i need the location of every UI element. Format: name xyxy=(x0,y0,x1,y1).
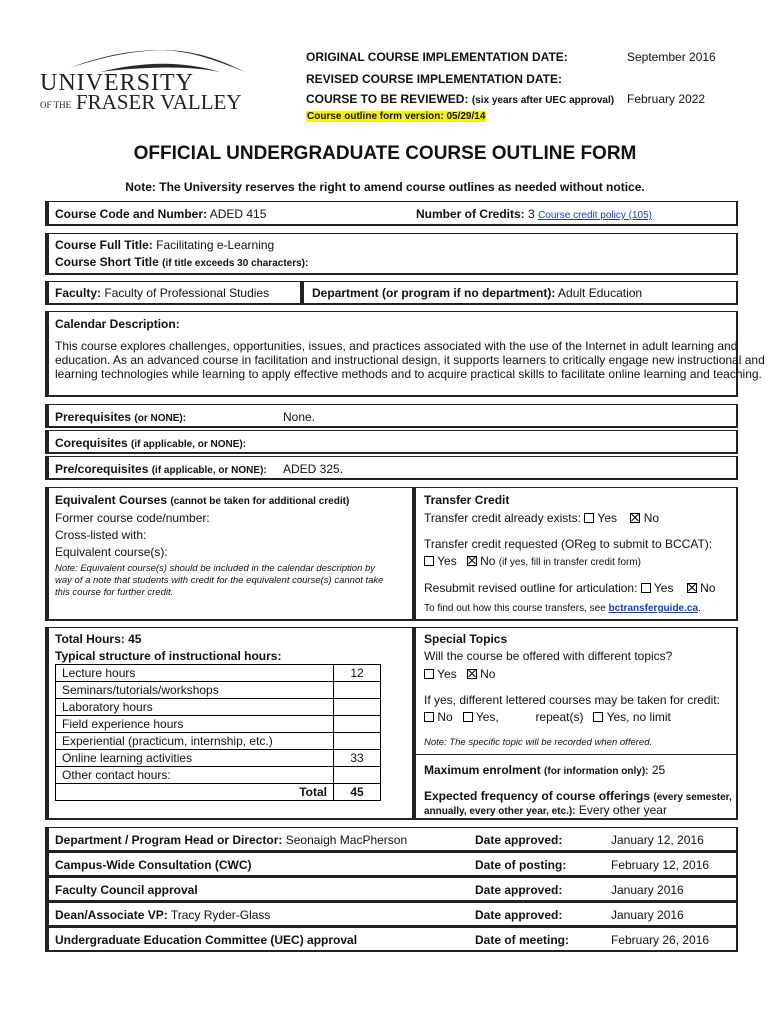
hours-row-label: Experiential (practicum, internship, etc.) xyxy=(56,733,334,750)
faculty-divider xyxy=(300,281,304,305)
precoreq-label: Pre/corequisites xyxy=(55,462,149,476)
bctransferguide-link[interactable]: bctransferguide.ca xyxy=(608,603,699,614)
approval-date: January 2016 xyxy=(611,883,684,897)
revised-date-label: REVISED COURSE IMPLEMENTATION DATE: xyxy=(306,72,563,86)
enrolment-sub: (for information only): xyxy=(544,766,649,777)
table-row xyxy=(56,665,381,682)
equivalent-courses-heading xyxy=(55,493,349,507)
equiv-sub: (cannot be taken for additional credit) xyxy=(170,496,350,507)
approval-label-text: Faculty Council approval xyxy=(55,883,198,897)
review-date-value: February 2022 xyxy=(627,92,706,106)
course-code-value: ADED 415 xyxy=(209,207,267,221)
hours-row-value[interactable] xyxy=(334,699,381,716)
special-topics-question: Will the course be offered with different topics? xyxy=(424,649,673,663)
resubmit-no-checkbox[interactable] xyxy=(687,583,697,593)
course-full-title xyxy=(55,238,274,252)
review-label-sub: (six years after UEC approval) xyxy=(471,95,615,106)
equivalent-note-1: Note: Equivalent course(s) should be included in the calendar description by xyxy=(55,563,376,574)
short-title-label: Course Short Title xyxy=(55,255,159,269)
hours-row-value[interactable] xyxy=(334,682,381,699)
lettered-no-limit-checkbox[interactable] xyxy=(593,712,603,722)
maximum-enrolment xyxy=(424,763,665,777)
resubmit-outline xyxy=(424,581,716,595)
approval-date-label: Date of posting: xyxy=(475,858,567,872)
faculty-value: Faculty of Professional Studies xyxy=(104,286,270,300)
frequency-sub-2: annually, every other year, etc.): xyxy=(424,806,576,817)
prereq-label: Prerequisites xyxy=(55,410,132,424)
hours-row-label: Online learning activities xyxy=(56,750,334,767)
equiv-label: Equivalent Courses xyxy=(55,493,168,507)
logo-university-text: UNIVERSITY xyxy=(40,70,194,96)
table-row xyxy=(56,767,381,784)
resubmit-yes-checkbox[interactable] xyxy=(641,583,651,593)
approval-date-label: Date approved: xyxy=(475,908,563,922)
credits-label: Number of Credits: xyxy=(416,207,525,221)
logo-fraser-valley-text: FRASER VALLEY xyxy=(76,90,242,114)
lettered-courses: If yes, different lettered courses may be taken for credit: xyxy=(424,693,720,707)
page-title: OFFICIAL UNDERGRADUATE COURSE OUTLINE FORM xyxy=(133,143,637,164)
transfer-requested-yes-label: Yes xyxy=(437,554,457,568)
special-topics-no-checkbox[interactable] xyxy=(467,669,477,679)
precoreq-value: ADED 325. xyxy=(283,462,344,476)
special-topics-options xyxy=(424,667,495,681)
transfer-credit-heading: Transfer Credit xyxy=(424,493,510,507)
precorequisites xyxy=(55,462,267,476)
coreq-label: Corequisites xyxy=(55,436,128,450)
prereq-value: None. xyxy=(283,410,316,424)
approval-label-text: Department / Program Head or Director: xyxy=(55,833,283,847)
credits xyxy=(416,207,652,221)
full-title-value: Facilitating e-Learning xyxy=(156,238,275,252)
department xyxy=(312,286,642,300)
transfer-guide: To find out how this course transfers, see bctransferguide.ca. xyxy=(424,603,701,614)
approval-date: January 2016 xyxy=(611,908,684,922)
transfer-exists-yes-label: Yes xyxy=(597,511,617,525)
logo-of-the-text: OF THE xyxy=(40,100,72,110)
transfer-exists-no-label: No xyxy=(643,511,660,525)
approval-value: Tracy Ryder-Glass xyxy=(170,908,271,922)
approval-label xyxy=(55,883,198,897)
transfer-exists xyxy=(424,511,659,525)
approval-label xyxy=(55,908,270,922)
typical-structure-label: Typical structure of instructional hours: xyxy=(55,649,282,663)
frequency-label: Expected frequency of course offerings xyxy=(424,789,651,803)
special-topics-no-label: No xyxy=(480,667,496,681)
credits-value: 3 xyxy=(528,207,535,221)
calendar-line-2: education. As an advanced course in facilitation and instructional design, it supports learners to critically engage new instructional and xyxy=(55,353,765,367)
approval-date: January 12, 2016 xyxy=(611,833,704,847)
frequency-sub-1: (every semester, xyxy=(653,792,732,803)
department-value: Adult Education xyxy=(558,286,643,300)
course-code xyxy=(55,207,266,221)
table-row xyxy=(56,733,381,750)
special-topics-yes-checkbox[interactable] xyxy=(424,669,434,679)
approval-label xyxy=(55,933,357,947)
lettered-repeat-label: repeat(s) xyxy=(535,710,584,724)
transfer-exists-no-checkbox[interactable] xyxy=(630,513,640,523)
lettered-no-label: No xyxy=(437,710,453,724)
expected-frequency xyxy=(424,789,732,803)
hours-row-value[interactable]: 12 xyxy=(334,665,381,682)
hours-row-label: Field experience hours xyxy=(56,716,334,733)
transfer-requested-no-label: No xyxy=(480,554,496,568)
prereq-sub: (or NONE): xyxy=(134,413,187,424)
short-title-sub: (if title exceeds 30 characters): xyxy=(162,258,309,269)
calendar-line-3: learning technologies while learning to apply effective methods and to acquire practical skills to facilitate online learning and teaching. xyxy=(55,367,762,381)
course-short-title xyxy=(55,255,308,269)
expected-frequency-line-2 xyxy=(424,803,667,817)
hours-row-label: Other contact hours: xyxy=(56,767,334,784)
approval-date: February 26, 2016 xyxy=(611,933,710,947)
approval-date-label: Date approved: xyxy=(475,883,563,897)
transfer-requested-yes-checkbox[interactable] xyxy=(424,556,434,566)
equivalent-note-3: this course for further credit. xyxy=(55,587,174,598)
hours-row-value[interactable] xyxy=(334,767,381,784)
transfer-requested-no-checkbox[interactable] xyxy=(467,556,477,566)
transfer-guide-text: To find out how this course transfers, see xyxy=(424,603,606,614)
calendar-line-1: This course explores challenges, opportunities, issues, and practices associated with the use of the Internet in adult learning and xyxy=(55,339,738,353)
transfer-exists-label: Transfer credit already exists: xyxy=(424,511,581,525)
table-row xyxy=(56,716,381,733)
table-row xyxy=(56,682,381,699)
full-title-label: Course Full Title: xyxy=(55,238,153,252)
frequency-value: Every other year xyxy=(578,803,667,817)
review-label xyxy=(306,92,614,106)
faculty-label: Faculty: xyxy=(55,286,102,300)
department-label: Department (or program if no department): xyxy=(312,286,556,300)
transfer-requested-options xyxy=(424,554,641,568)
form-version: Course outline form version: 05/29/14 xyxy=(307,111,486,122)
hours-special-divider xyxy=(412,627,416,820)
table-row xyxy=(56,699,381,716)
enrolment-value: 25 xyxy=(651,763,666,777)
equivalent-transfer-divider xyxy=(412,487,416,621)
enrolment-label: Maximum enrolment xyxy=(424,763,541,777)
lettered-no-limit-label: Yes, no limit xyxy=(606,710,671,724)
hours-total-label: Total xyxy=(56,784,334,801)
disclaimer-note: Note: The University reserves the right to amend course outlines as needed without notice. xyxy=(125,180,645,194)
calendar-label: Calendar Description: xyxy=(55,317,180,331)
precoreq-sub: (if applicable, or NONE): xyxy=(151,465,267,476)
former-course: Former course code/number: xyxy=(55,511,210,525)
coreq-sub: (if applicable, or NONE): xyxy=(131,439,247,450)
approval-label xyxy=(55,833,407,847)
approval-label-text: Dean/Associate VP: xyxy=(55,908,168,922)
hours-table xyxy=(55,664,381,801)
special-topics-yes-label: Yes xyxy=(437,667,457,681)
approval-label-text: Campus-Wide Consultation (CWC) xyxy=(55,858,252,872)
faculty xyxy=(55,286,269,300)
lettered-no-checkbox[interactable] xyxy=(424,712,434,722)
special-topics-heading: Special Topics xyxy=(424,632,508,646)
special-topics-note: Note: The specific topic will be recorded when offered. xyxy=(424,737,653,748)
lettered-yes-label: Yes, xyxy=(475,710,499,724)
original-date-value: September 2016 xyxy=(627,50,716,64)
hours-total-row xyxy=(56,784,381,801)
hours-row-value[interactable] xyxy=(334,716,381,733)
approval-date: February 12, 2016 xyxy=(611,858,710,872)
transfer-exists-yes-checkbox[interactable] xyxy=(584,513,594,523)
original-date-label: ORIGINAL COURSE IMPLEMENTATION DATE: xyxy=(306,50,568,64)
table-row xyxy=(56,750,381,767)
credit-policy-link[interactable]: Course credit policy (105) xyxy=(538,210,652,221)
resubmit-no-label: No xyxy=(700,581,716,595)
resubmit-yes-label: Yes xyxy=(653,581,674,595)
approval-date-label: Date of meeting: xyxy=(475,933,570,947)
hours-row-value[interactable]: 33 xyxy=(334,750,381,767)
hours-row-label: Lecture hours xyxy=(56,665,334,682)
approval-label xyxy=(55,858,252,872)
hours-row-label: Laboratory hours xyxy=(56,699,334,716)
approval-date-label: Date approved: xyxy=(475,833,563,847)
transfer-if-yes-note: (if yes, fill in transfer credit form) xyxy=(498,557,642,568)
hours-row-value[interactable] xyxy=(334,733,381,750)
approval-value: Seonaigh MacPherson xyxy=(285,833,408,847)
hours-total-value: 45 xyxy=(334,784,381,801)
approval-label-text: Undergraduate Education Committee (UEC) approval xyxy=(55,933,358,947)
prerequisites xyxy=(55,410,186,424)
course-code-label: Course Code and Number: xyxy=(55,207,208,221)
equivalent-note-2: way of a note that students with credit for the equivalent course(s) cannot take xyxy=(55,575,384,586)
special-enrolment-divider xyxy=(414,754,736,755)
corequisites xyxy=(55,436,246,450)
university-logo xyxy=(40,42,250,122)
equivalent-course-field: Equivalent course(s): xyxy=(55,545,168,559)
transfer-requested: Transfer credit requested (OReg to submit to BCCAT): xyxy=(424,537,713,551)
cross-listed: Cross-listed with: xyxy=(55,528,147,542)
resubmit-label: Resubmit revised outline for articulation: xyxy=(424,581,638,595)
lettered-yes-checkbox[interactable] xyxy=(463,712,473,722)
total-hours xyxy=(55,632,141,646)
review-label-text: COURSE TO BE REVIEWED: xyxy=(306,92,469,106)
hours-row-label: Seminars/tutorials/workshops xyxy=(56,682,334,699)
lettered-courses-options xyxy=(424,710,671,724)
total-hours-label: Total Hours: xyxy=(55,632,125,646)
total-hours-value: 45 xyxy=(128,632,142,646)
